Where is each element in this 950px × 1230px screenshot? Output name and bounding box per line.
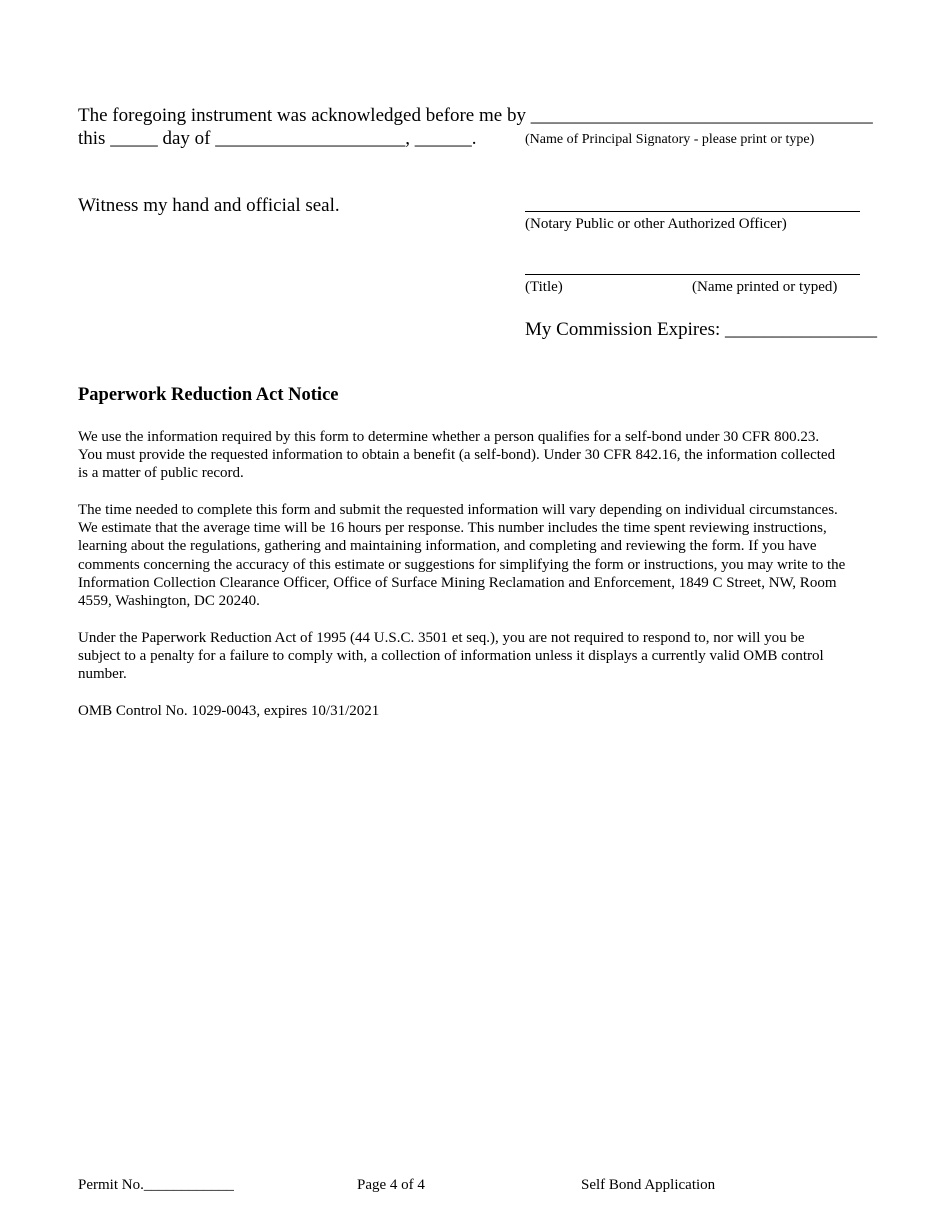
title-name-line[interactable] [525,274,860,275]
footer-permit-number: Permit No.____________ [78,1177,234,1193]
principal-signatory-caption: (Name of Principal Signatory - please print or type) [525,132,815,147]
footer-document-title: Self Bond Application [581,1177,716,1193]
acknowledgment-line-2: this _____ day of ____________________, ______. [78,128,477,149]
notary-caption: (Notary Public or other Authorized Officer) [525,216,787,232]
name-printed-caption: (Name printed or typed) [692,279,838,295]
acknowledgment-line-1: The foregoing instrument was acknowledged before me by ____________________________________ [78,105,873,126]
footer-page-number: Page 4 of 4 [357,1177,425,1193]
title-caption: (Title) [525,279,563,295]
notice-heading: Paperwork Reduction Act Notice [78,385,339,405]
notice-paragraph-2: The time needed to complete this form and submit the requested information will vary depending on individual circumstances. We estimate that the average time will be 16 hours per response. This number includes the time spent reviewing instructions, learning about the regulations, gathering and maintaining information, and completing and reviewing the form. If you have comments concerning the accuracy of this estimate or suggestions for simplifying the form or instructions, you may write to the Information Collection Clearance Officer, Office of Surface Mining Reclamation and Enforcement, 1849 C Street, NW, Room 4559, Washington, DC 20240. [78,502,846,610]
commission-expires: My Commission Expires: ________________ [525,319,878,340]
notice-paragraph-1: We use the information required by this form to determine whether a person qualifies for a self-bond under 30 CFR 800.23. You must provide the requested information to obtain a benefit (a self-bond). Under 30 CFR 842.16, the information collected is a matter of public record. [78,429,836,482]
witness-statement: Witness my hand and official seal. [78,195,340,216]
notice-paragraph-3: Under the Paperwork Reduction Act of 1995 (44 U.S.C. 3501 et seq.), you are not required to respond to, nor will you be subject to a penalty for a failure to comply with, a collection of information unless it displays a currently valid OMB control number. [78,630,824,683]
notary-signature-line[interactable] [525,211,860,212]
omb-control-number: OMB Control No. 1029-0043, expires 10/31/2021 [78,703,380,719]
